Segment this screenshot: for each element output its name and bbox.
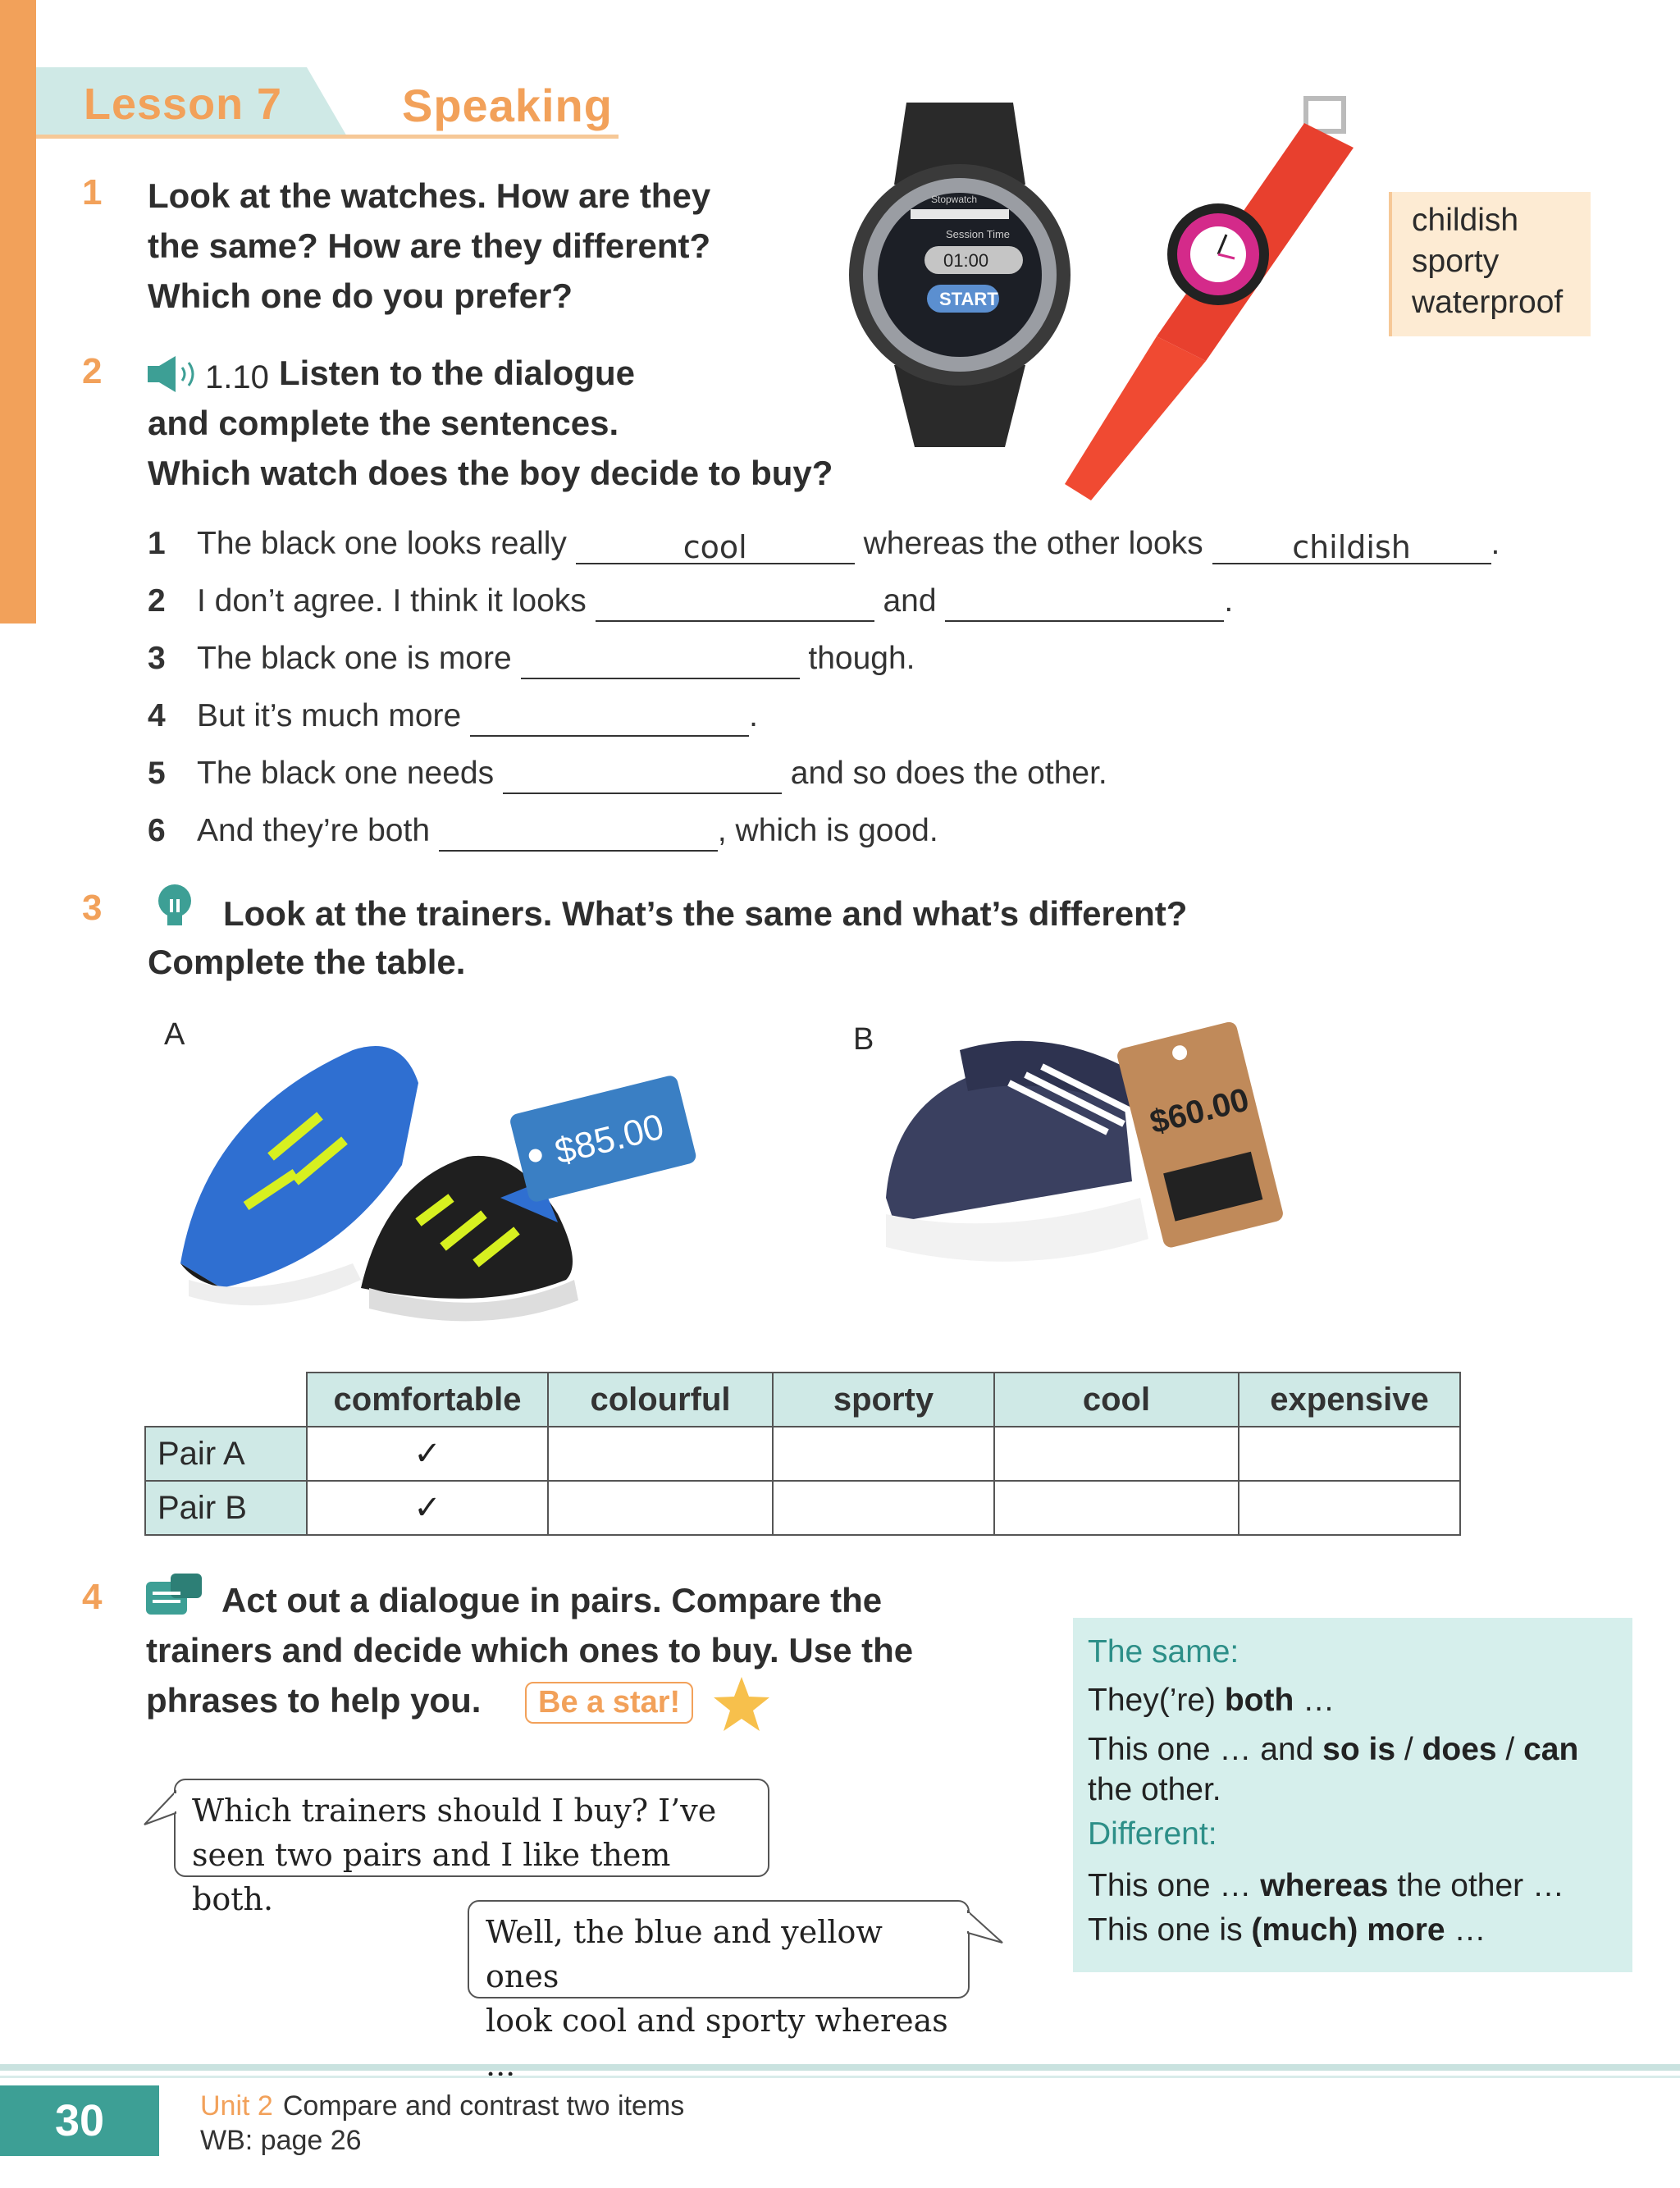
table-header: sporty: [773, 1373, 994, 1427]
instruction-line: Look at the watches. How are they: [148, 176, 711, 215]
footer-divider: [0, 2064, 1680, 2071]
trainers-a-image: [172, 1017, 714, 1337]
instruction-line: Which one do you prefer?: [148, 276, 573, 315]
sentence-number: 6: [148, 813, 166, 848]
exercise-3-number: 3: [82, 888, 103, 928]
trainers-a-label: A: [164, 1017, 185, 1052]
sentence-6: 6 And they’re both , which is good.: [148, 811, 938, 852]
table-cell[interactable]: [994, 1481, 1239, 1535]
word-box-item: childish: [1412, 203, 1519, 238]
phrase-line: This one is (much) more …: [1088, 1912, 1486, 1948]
table-cell[interactable]: [994, 1427, 1239, 1481]
table-row: [145, 1481, 1460, 1535]
answer-blank[interactable]: [439, 814, 718, 852]
exercise-1-instructions: [148, 171, 710, 321]
table-cell[interactable]: [1239, 1427, 1460, 1481]
table-header: comfortable: [307, 1373, 548, 1427]
red-watch-image: [1058, 90, 1378, 509]
page-number: 30: [0, 2085, 159, 2156]
table-cell[interactable]: [773, 1427, 994, 1481]
watch-screen-subtitle: Session Time: [946, 228, 1011, 240]
footer-unit-line: [200, 2090, 684, 2122]
speech-line: seen two pairs and I like them both.: [192, 1837, 671, 1917]
star-icon: [712, 1675, 771, 1734]
instruction-line: the same? How are they different?: [148, 226, 711, 265]
sentence-5: 5 The black one needs and so does the other.: [148, 753, 1107, 794]
phrase-line: They(’re) both …: [1088, 1683, 1335, 1718]
table-header-row: [145, 1373, 1460, 1427]
answer-blank[interactable]: [503, 756, 782, 794]
table-header: cool: [994, 1373, 1239, 1427]
sentence-number: 2: [148, 583, 166, 619]
exercise-4-line-2: trainers and decide which ones to buy. Use the: [146, 1631, 914, 1670]
table-cell[interactable]: ✓: [307, 1427, 548, 1481]
word-box-item: sporty: [1412, 244, 1500, 279]
price-tag-a: $85.00: [550, 1106, 669, 1172]
sentence-number: 5: [148, 756, 166, 791]
phrases-heading-same: The same:: [1088, 1634, 1239, 1670]
answer-blank[interactable]: [521, 642, 800, 679]
exercise-2-line-1: Listen to the dialogue: [279, 354, 636, 392]
comparison-table: [144, 1372, 1461, 1536]
footer-workbook-ref: WB: page 26: [200, 2125, 362, 2156]
answer-blank[interactable]: childish: [1212, 527, 1491, 564]
table-cell[interactable]: [548, 1427, 773, 1481]
answer-blank[interactable]: [470, 699, 749, 737]
sentence-number: 3: [148, 641, 166, 676]
table-row: [145, 1427, 1460, 1481]
speech-line: look cool and sporty whereas: [486, 2003, 948, 2039]
exercise-1-number: 1: [82, 172, 103, 212]
table-header: expensive: [1239, 1373, 1460, 1427]
lesson-topic: Speaking: [402, 80, 613, 131]
exercise-2-line-3: Which watch does the boy decide to buy?: [148, 454, 833, 492]
footer-divider-thin: [0, 2076, 1680, 2078]
price-tag-b: $60.00: [1146, 1081, 1253, 1141]
audio-track-number: 1.10: [205, 359, 269, 395]
exercise-3-line-2: Complete the table.: [148, 943, 466, 981]
row-label: Pair B: [145, 1481, 307, 1535]
watch-screen-time: 01:00: [943, 250, 989, 271]
exercise-2-line-2: and complete the sentences.: [148, 404, 619, 442]
exercise-4-number: 4: [82, 1577, 103, 1617]
useful-phrases-box: [1073, 1618, 1632, 1972]
exercise-4-line-3: phrases to help you.: [146, 1681, 482, 1720]
speech-bubble-1: [174, 1779, 769, 1917]
lesson-underline: [36, 135, 619, 139]
speech-line: Well, the blue and yellow ones: [486, 1914, 883, 1994]
footer-title: Compare and contrast two items: [282, 2090, 685, 2122]
audio-icon[interactable]: [148, 356, 205, 396]
sentence-2: 2 I don’t agree. I think it looks and .: [148, 581, 1233, 622]
sentence-number: 4: [148, 698, 166, 733]
answer-blank[interactable]: cool: [576, 527, 855, 564]
phrase-line: This one … whereas the other …: [1088, 1868, 1564, 1903]
table-cell[interactable]: [548, 1481, 773, 1535]
sentence-1: 1 The black one looks really cool whereas the other looks childish .: [148, 523, 1500, 564]
table-cell[interactable]: ✓: [307, 1481, 548, 1535]
answer-blank[interactable]: [945, 584, 1224, 622]
watch-screen-label: Stopwatch: [931, 194, 978, 205]
sentence-3: 3 The black one is more though.: [148, 638, 915, 679]
dialogue-icon: [146, 1574, 203, 1625]
exercise-2-number: 2: [82, 351, 103, 391]
exercise-3-line-1: Look at the trainers. What’s the same and what’s different?: [223, 894, 1188, 933]
footer-unit: Unit 2: [200, 2090, 273, 2122]
phrase-line: the other.: [1088, 1772, 1221, 1807]
sentence-4: 4 But it’s much more .: [148, 696, 758, 737]
trainers-b-image: [878, 1017, 1304, 1288]
table-header: colourful: [548, 1373, 773, 1427]
answer-blank[interactable]: [596, 584, 874, 622]
lesson-label: Lesson 7: [84, 80, 283, 129]
phrases-heading-different: Different:: [1088, 1816, 1217, 1852]
trainers-b-label: B: [853, 1022, 874, 1057]
be-a-star-badge: Be a star!: [525, 1682, 693, 1724]
speech-bubble-1-tail: [143, 1788, 177, 1838]
table-cell[interactable]: [1239, 1481, 1460, 1535]
word-box-item: waterproof: [1412, 285, 1564, 320]
row-label: Pair A: [145, 1427, 307, 1481]
speech-line: Which trainers should I buy? I’ve: [192, 1793, 717, 1829]
table-cell[interactable]: [773, 1481, 994, 1535]
exercise-4-line-1: Act out a dialogue in pairs. Compare the: [221, 1581, 883, 1619]
black-watch-image: [849, 94, 1071, 455]
phrase-line: This one … and so is / does / can: [1088, 1732, 1579, 1767]
lightbulb-icon: [156, 883, 194, 936]
word-box: [1389, 192, 1591, 336]
page-edge-strip: [0, 0, 36, 624]
sentence-number: 1: [148, 526, 166, 561]
watch-start-label: START: [939, 289, 998, 309]
speech-bubble-2: [468, 1900, 970, 2039]
speech-bubble-2-tail: [966, 1908, 1004, 1957]
